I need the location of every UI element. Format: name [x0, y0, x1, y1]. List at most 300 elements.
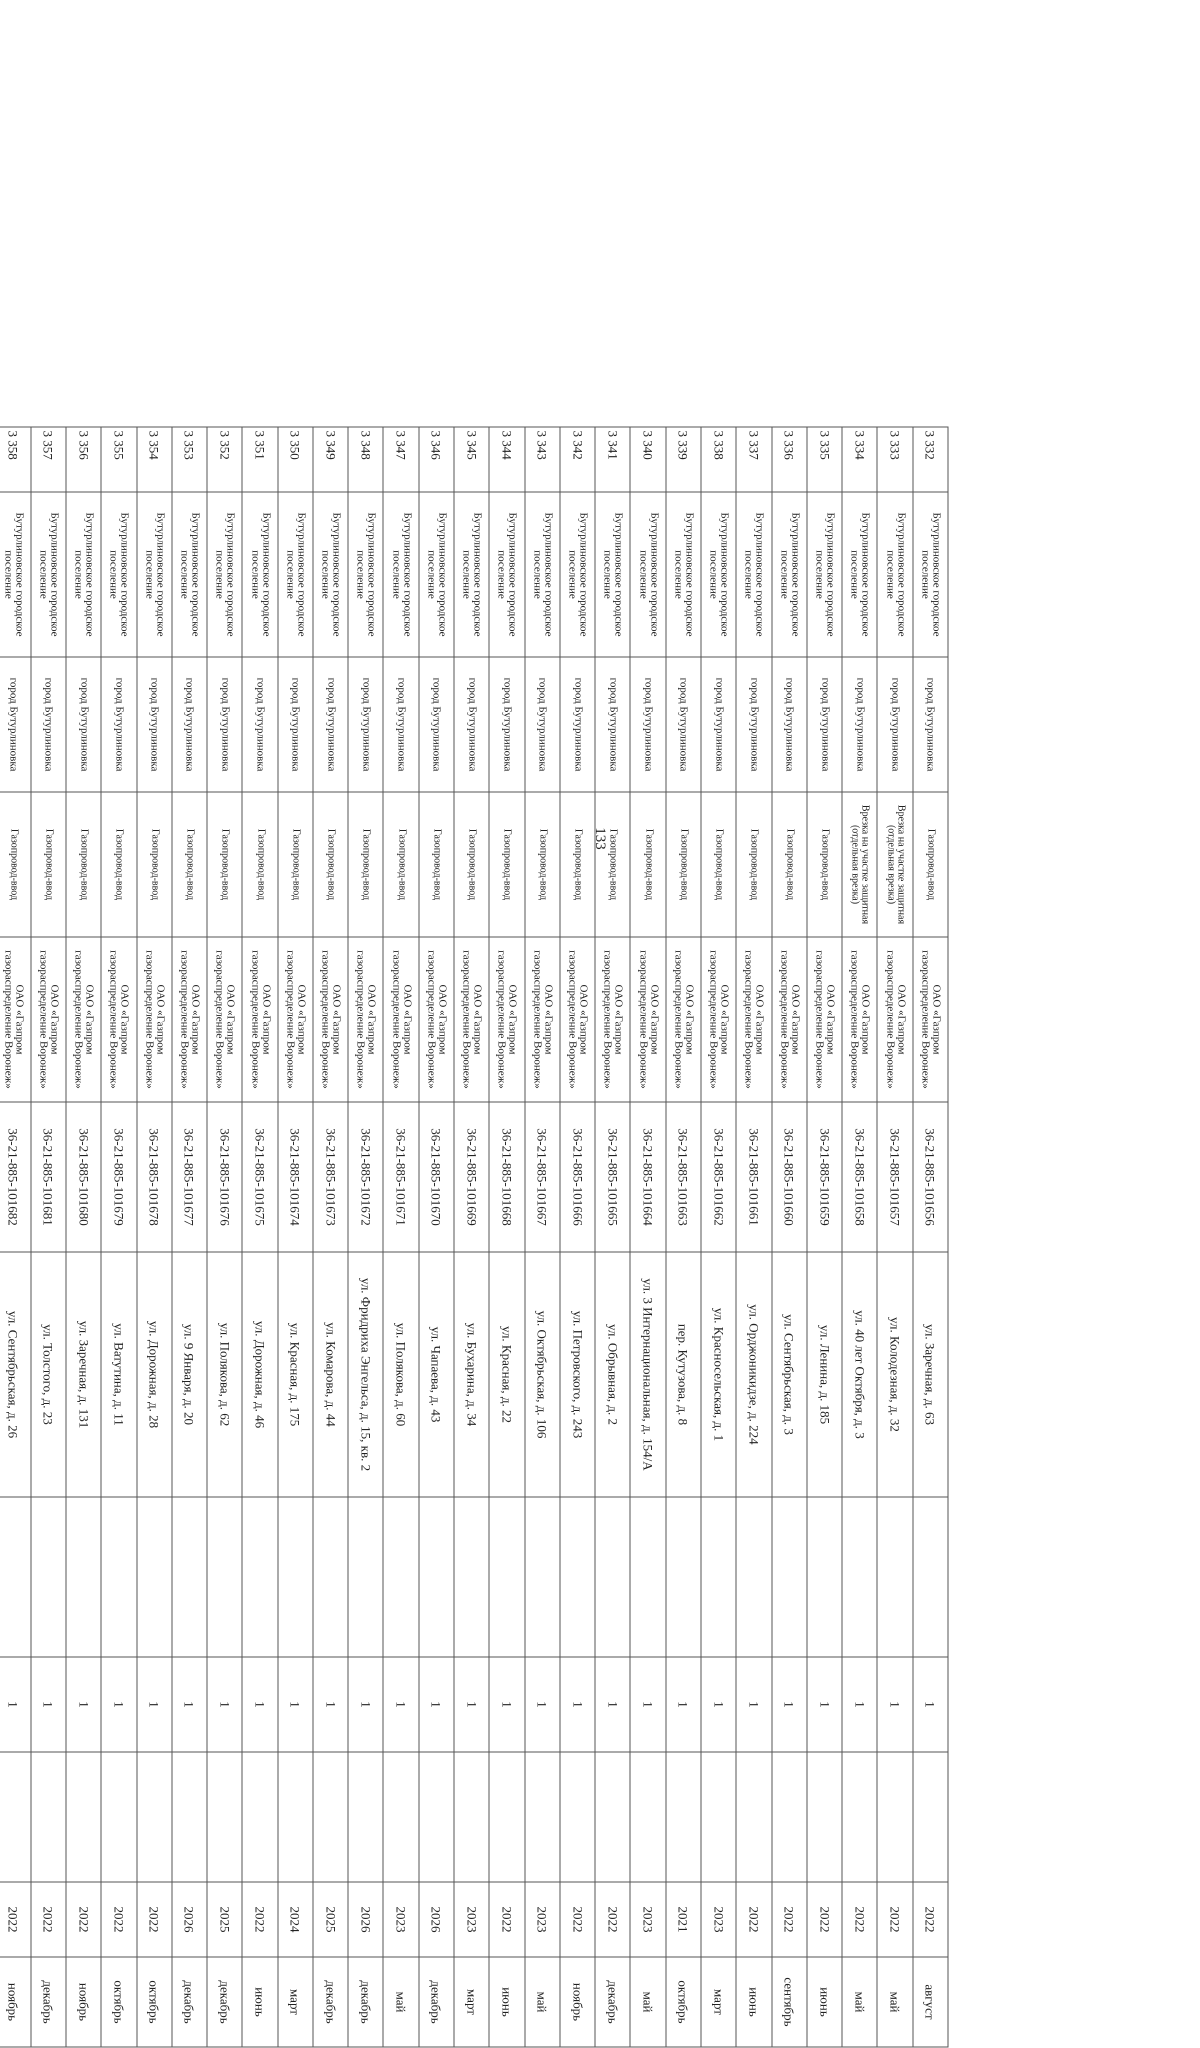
- registry-code-cell: 36-21-885-101682: [0, 1102, 31, 1252]
- table-row: [877, 427, 912, 2047]
- object-type-cell: Газопровод-ввод: [207, 792, 242, 937]
- row-number: 3 332: [913, 427, 948, 492]
- address-cell: ул. Дорожная, д. 46: [242, 1252, 277, 1497]
- table-row: [595, 427, 630, 2047]
- quantity-cell: 1: [31, 1657, 66, 1752]
- address-cell: ул. 40 лет Октября, д. 3: [842, 1252, 877, 1497]
- row-number: 3 349: [313, 427, 348, 492]
- address-cell: ул. Обрывная, д. 2: [595, 1252, 630, 1497]
- year-cell: 2022: [0, 1882, 31, 1957]
- table-row: [207, 427, 242, 2047]
- owner-cell: ОАО «Газпром газораспределение Воронеж»: [701, 937, 736, 1102]
- empty-cell: [913, 1752, 948, 1882]
- row-number: 3 336: [772, 427, 807, 492]
- settlement-cell: Бутурлиновское городское поселение: [313, 492, 348, 657]
- row-number: 3 339: [666, 427, 701, 492]
- settlement-cell: Бутурлиновское городское поселение: [842, 492, 877, 657]
- table-row: [736, 427, 771, 2047]
- object-type-cell: Газопровод-ввод: [348, 792, 383, 937]
- empty-cell: [419, 1752, 454, 1882]
- table-row: [137, 427, 172, 2047]
- locality-cell: город Бутурлиновка: [172, 657, 207, 792]
- empty-cell: [666, 1752, 701, 1882]
- address-cell: ул. Фридриха Энгельса, д. 15, кв. 2: [348, 1252, 383, 1497]
- year-cell: 2021: [666, 1882, 701, 1957]
- owner-cell: ОАО «Газпром газораспределение Воронеж»: [31, 937, 66, 1102]
- address-cell: ул. 9 Января, д. 20: [172, 1252, 207, 1497]
- owner-cell: ОАО «Газпром газораспределение Воронеж»: [842, 937, 877, 1102]
- year-cell: 2022: [66, 1882, 101, 1957]
- locality-cell: город Бутурлиновка: [807, 657, 842, 792]
- object-type-cell: Газопровод-ввод: [66, 792, 101, 937]
- row-number: 3 358: [0, 427, 31, 492]
- year-cell: 2022: [877, 1882, 912, 1957]
- address-cell: ул. Ватутина, д. 11: [101, 1252, 136, 1497]
- table-row: [807, 427, 842, 2047]
- registry-code-cell: 36-21-885-101670: [419, 1102, 454, 1252]
- registry-code-cell: 36-21-885-101676: [207, 1102, 242, 1252]
- register-table: [0, 427, 949, 2048]
- locality-cell: город Бутурлиновка: [595, 657, 630, 792]
- registry-code-cell: 36-21-885-101665: [595, 1102, 630, 1252]
- settlement-cell: Бутурлиновское городское поселение: [701, 492, 736, 657]
- locality-cell: город Бутурлиновка: [666, 657, 701, 792]
- month-cell: декабрь: [595, 1957, 630, 2047]
- quantity-cell: 1: [842, 1657, 877, 1752]
- empty-cell: [525, 1497, 560, 1657]
- empty-cell: [172, 1752, 207, 1882]
- year-cell: 2022: [595, 1882, 630, 1957]
- row-number: 3 348: [348, 427, 383, 492]
- object-type-cell: Газопровод-ввод: [701, 792, 736, 937]
- month-cell: июнь: [242, 1957, 277, 2047]
- empty-cell: [0, 1752, 31, 1882]
- month-cell: март: [278, 1957, 313, 2047]
- row-number: 3 341: [595, 427, 630, 492]
- month-cell: май: [384, 1957, 419, 2047]
- month-cell: март: [454, 1957, 489, 2047]
- year-cell: 2022: [489, 1882, 524, 1957]
- empty-cell: [666, 1497, 701, 1657]
- row-number: 3 354: [137, 427, 172, 492]
- table-row: [348, 427, 383, 2047]
- object-type-cell: Газопровод-ввод: [454, 792, 489, 937]
- object-type-cell: Газопровод-ввод: [419, 792, 454, 937]
- table-row: [630, 427, 665, 2047]
- registry-code-cell: 36-21-885-101660: [772, 1102, 807, 1252]
- address-cell: ул. Красная, д. 22: [489, 1252, 524, 1497]
- settlement-cell: Бутурлиновское городское поселение: [278, 492, 313, 657]
- object-type-cell: Газопровод-ввод: [172, 792, 207, 937]
- month-cell: август: [913, 1957, 948, 2047]
- empty-cell: [807, 1497, 842, 1657]
- owner-cell: ОАО «Газпром газораспределение Воронеж»: [595, 937, 630, 1102]
- object-type-cell: Газопровод-ввод: [0, 792, 31, 937]
- month-cell: ноябрь: [560, 1957, 595, 2047]
- year-cell: 2023: [454, 1882, 489, 1957]
- owner-cell: ОАО «Газпром газораспределение Воронеж»: [384, 937, 419, 1102]
- row-number: 3 333: [877, 427, 912, 492]
- table-row: [454, 427, 489, 2047]
- object-type-cell: Газопровод-ввод: [137, 792, 172, 937]
- year-cell: 2023: [701, 1882, 736, 1957]
- address-cell: ул. Полякова, д. 62: [207, 1252, 242, 1497]
- settlement-cell: Бутурлиновское городское поселение: [348, 492, 383, 657]
- empty-cell: [454, 1497, 489, 1657]
- month-cell: июнь: [489, 1957, 524, 2047]
- owner-cell: ОАО «Газпром газораспределение Воронеж»: [66, 937, 101, 1102]
- month-cell: октябрь: [101, 1957, 136, 2047]
- registry-code-cell: 36-21-885-101656: [913, 1102, 948, 1252]
- table-row: [242, 427, 277, 2047]
- page-number: 133: [591, 827, 608, 850]
- quantity-cell: 1: [701, 1657, 736, 1752]
- month-cell: декабрь: [31, 1957, 66, 2047]
- row-number: 3 334: [842, 427, 877, 492]
- table-row: [772, 427, 807, 2047]
- owner-cell: ОАО «Газпром газораспределение Воронеж»: [0, 937, 31, 1102]
- row-number: 3 353: [172, 427, 207, 492]
- settlement-cell: Бутурлиновское городское поселение: [736, 492, 771, 657]
- locality-cell: город Бутурлиновка: [630, 657, 665, 792]
- locality-cell: город Бутурлиновка: [489, 657, 524, 792]
- settlement-cell: Бутурлиновское городское поселение: [877, 492, 912, 657]
- month-cell: сентябрь: [772, 1957, 807, 2047]
- empty-cell: [595, 1497, 630, 1657]
- object-type-cell: Газопровод-ввод: [772, 792, 807, 937]
- settlement-cell: Бутурлиновское городское поселение: [913, 492, 948, 657]
- month-cell: июнь: [736, 1957, 771, 2047]
- quantity-cell: 1: [560, 1657, 595, 1752]
- month-cell: октябрь: [666, 1957, 701, 2047]
- empty-cell: [736, 1497, 771, 1657]
- empty-cell: [242, 1497, 277, 1657]
- quantity-cell: 1: [877, 1657, 912, 1752]
- locality-cell: город Бутурлиновка: [137, 657, 172, 792]
- settlement-cell: Бутурлиновское городское поселение: [595, 492, 630, 657]
- quantity-cell: 1: [454, 1657, 489, 1752]
- empty-cell: [630, 1497, 665, 1657]
- locality-cell: город Бутурлиновка: [384, 657, 419, 792]
- empty-cell: [807, 1752, 842, 1882]
- month-cell: ноябрь: [0, 1957, 31, 2047]
- registry-code-cell: 36-21-885-101673: [313, 1102, 348, 1252]
- row-number: 3 347: [384, 427, 419, 492]
- locality-cell: город Бутурлиновка: [0, 657, 31, 792]
- owner-cell: ОАО «Газпром газораспределение Воронеж»: [348, 937, 383, 1102]
- table-row: [701, 427, 736, 2047]
- empty-cell: [31, 1752, 66, 1882]
- table-row: [842, 427, 877, 2047]
- empty-cell: [172, 1497, 207, 1657]
- object-type-cell: Газопровод-ввод: [489, 792, 524, 937]
- quantity-cell: 1: [630, 1657, 665, 1752]
- address-cell: ул. Сентябрьская, д. 3: [772, 1252, 807, 1497]
- row-number: 3 342: [560, 427, 595, 492]
- year-cell: 2022: [842, 1882, 877, 1957]
- locality-cell: город Бутурлиновка: [207, 657, 242, 792]
- quantity-cell: 1: [66, 1657, 101, 1752]
- empty-cell: [313, 1497, 348, 1657]
- empty-cell: [348, 1752, 383, 1882]
- quantity-cell: 1: [313, 1657, 348, 1752]
- year-cell: 2022: [31, 1882, 66, 1957]
- owner-cell: ОАО «Газпром газораспределение Воронеж»: [772, 937, 807, 1102]
- address-cell: ул. 3 Интернациональная, д. 154/А: [630, 1252, 665, 1497]
- table-row: [0, 427, 31, 2047]
- empty-cell: [137, 1752, 172, 1882]
- month-cell: декабрь: [207, 1957, 242, 2047]
- row-number: 3 344: [489, 427, 524, 492]
- empty-cell: [419, 1497, 454, 1657]
- address-cell: ул. Красная, д. 175: [278, 1252, 313, 1497]
- settlement-cell: Бутурлиновское городское поселение: [172, 492, 207, 657]
- registry-code-cell: 36-21-885-101666: [560, 1102, 595, 1252]
- quantity-cell: 1: [807, 1657, 842, 1752]
- row-number: 3 356: [66, 427, 101, 492]
- owner-cell: ОАО «Газпром газораспределение Воронеж»: [877, 937, 912, 1102]
- registry-code-cell: 36-21-885-101671: [384, 1102, 419, 1252]
- settlement-cell: Бутурлиновское городское поселение: [207, 492, 242, 657]
- empty-cell: [101, 1752, 136, 1882]
- year-cell: 2026: [348, 1882, 383, 1957]
- quantity-cell: 1: [666, 1657, 701, 1752]
- empty-cell: [842, 1752, 877, 1882]
- month-cell: май: [877, 1957, 912, 2047]
- empty-cell: [630, 1752, 665, 1882]
- row-number: 3 337: [736, 427, 771, 492]
- empty-cell: [207, 1752, 242, 1882]
- empty-cell: [31, 1497, 66, 1657]
- settlement-cell: Бутурлиновское городское поселение: [66, 492, 101, 657]
- registry-code-cell: 36-21-885-101679: [101, 1102, 136, 1252]
- settlement-cell: Бутурлиновское городское поселение: [525, 492, 560, 657]
- locality-cell: город Бутурлиновка: [66, 657, 101, 792]
- empty-cell: [313, 1752, 348, 1882]
- object-type-cell: Газопровод-ввод: [278, 792, 313, 937]
- table-row: [172, 427, 207, 2047]
- table-body: [0, 427, 948, 2047]
- object-type-cell: Врезка на участке защитная (отдельная врезка): [842, 792, 877, 937]
- registry-code-cell: 36-21-885-101678: [137, 1102, 172, 1252]
- empty-cell: [66, 1497, 101, 1657]
- empty-cell: [454, 1752, 489, 1882]
- row-number: 3 343: [525, 427, 560, 492]
- registry-code-cell: 36-21-885-101668: [489, 1102, 524, 1252]
- empty-cell: [489, 1497, 524, 1657]
- owner-cell: ОАО «Газпром газораспределение Воронеж»: [242, 937, 277, 1102]
- address-cell: ул. Красносельская, д. 1: [701, 1252, 736, 1497]
- owner-cell: ОАО «Газпром газораспределение Воронеж»: [525, 937, 560, 1102]
- owner-cell: ОАО «Газпром газораспределение Воронеж»: [630, 937, 665, 1102]
- address-cell: ул. Полякова, д. 60: [384, 1252, 419, 1497]
- registry-code-cell: 36-21-885-101663: [666, 1102, 701, 1252]
- registry-code-cell: 36-21-885-101664: [630, 1102, 665, 1252]
- address-cell: ул. Толстого, д. 23: [31, 1252, 66, 1497]
- quantity-cell: 1: [772, 1657, 807, 1752]
- address-cell: ул. Ленина, д. 185: [807, 1252, 842, 1497]
- locality-cell: город Бутурлиновка: [560, 657, 595, 792]
- year-cell: 2022: [242, 1882, 277, 1957]
- settlement-cell: Бутурлиновское городское поселение: [0, 492, 31, 657]
- settlement-cell: Бутурлиновское городское поселение: [384, 492, 419, 657]
- empty-cell: [489, 1752, 524, 1882]
- object-type-cell: Газопровод-ввод: [525, 792, 560, 937]
- empty-cell: [772, 1752, 807, 1882]
- empty-cell: [278, 1497, 313, 1657]
- object-type-cell: Врезка на участке защитная (отдельная врезка): [877, 792, 912, 937]
- locality-cell: город Бутурлиновка: [101, 657, 136, 792]
- object-type-cell: Газопровод-ввод: [560, 792, 595, 937]
- empty-cell: [560, 1752, 595, 1882]
- month-cell: май: [525, 1957, 560, 2047]
- table-row: [31, 427, 66, 2047]
- object-type-cell: Газопровод-ввод: [242, 792, 277, 937]
- owner-cell: ОАО «Газпром газораспределение Воронеж»: [278, 937, 313, 1102]
- month-cell: декабрь: [172, 1957, 207, 2047]
- locality-cell: город Бутурлиновка: [736, 657, 771, 792]
- year-cell: 2022: [560, 1882, 595, 1957]
- table-row: [560, 427, 595, 2047]
- table-row: [525, 427, 560, 2047]
- owner-cell: ОАО «Газпром газораспределение Воронеж»: [137, 937, 172, 1102]
- empty-cell: [842, 1497, 877, 1657]
- locality-cell: город Бутурлиновка: [313, 657, 348, 792]
- settlement-cell: Бутурлиновское городское поселение: [101, 492, 136, 657]
- owner-cell: ОАО «Газпром газораспределение Воронеж»: [807, 937, 842, 1102]
- address-cell: ул. Чапаева, д. 43: [419, 1252, 454, 1497]
- empty-cell: [701, 1752, 736, 1882]
- table-row: [101, 427, 136, 2047]
- locality-cell: город Бутурлиновка: [419, 657, 454, 792]
- locality-cell: город Бутурлиновка: [278, 657, 313, 792]
- quantity-cell: 1: [525, 1657, 560, 1752]
- owner-cell: ОАО «Газпром газораспределение Воронеж»: [207, 937, 242, 1102]
- settlement-cell: Бутурлиновское городское поселение: [454, 492, 489, 657]
- owner-cell: ОАО «Газпром газораспределение Воронеж»: [419, 937, 454, 1102]
- year-cell: 2023: [630, 1882, 665, 1957]
- quantity-cell: 1: [736, 1657, 771, 1752]
- table-row: [278, 427, 313, 2047]
- object-type-cell: Газопровод-ввод: [630, 792, 665, 937]
- row-number: 3 355: [101, 427, 136, 492]
- table-row: [913, 427, 948, 2047]
- row-number: 3 351: [242, 427, 277, 492]
- registry-code-cell: 36-21-885-101681: [31, 1102, 66, 1252]
- locality-cell: город Бутурлиновка: [242, 657, 277, 792]
- settlement-cell: Бутурлиновское городское поселение: [807, 492, 842, 657]
- settlement-cell: Бутурлиновское городское поселение: [242, 492, 277, 657]
- empty-cell: [384, 1752, 419, 1882]
- month-cell: октябрь: [137, 1957, 172, 2047]
- object-type-cell: Газопровод-ввод: [736, 792, 771, 937]
- row-number: 3 335: [807, 427, 842, 492]
- table-row: [66, 427, 101, 2047]
- year-cell: 2025: [207, 1882, 242, 1957]
- quantity-cell: 1: [278, 1657, 313, 1752]
- owner-cell: ОАО «Газпром газораспределение Воронеж»: [454, 937, 489, 1102]
- quantity-cell: 1: [348, 1657, 383, 1752]
- quantity-cell: 1: [419, 1657, 454, 1752]
- registry-code-cell: 36-21-885-101674: [278, 1102, 313, 1252]
- quantity-cell: 1: [384, 1657, 419, 1752]
- quantity-cell: 1: [207, 1657, 242, 1752]
- quantity-cell: 1: [137, 1657, 172, 1752]
- year-cell: 2022: [736, 1882, 771, 1957]
- locality-cell: город Бутурлиновка: [454, 657, 489, 792]
- empty-cell: [348, 1497, 383, 1657]
- month-cell: декабрь: [348, 1957, 383, 2047]
- table-row: [489, 427, 524, 2047]
- empty-cell: [525, 1752, 560, 1882]
- address-cell: ул. Заречная, д. 63: [913, 1252, 948, 1497]
- table-row: [384, 427, 419, 2047]
- row-number: 3 350: [278, 427, 313, 492]
- empty-cell: [207, 1497, 242, 1657]
- locality-cell: город Бутурлиновка: [31, 657, 66, 792]
- owner-cell: ОАО «Газпром газораспределение Воронеж»: [313, 937, 348, 1102]
- owner-cell: ОАО «Газпром газораспределение Воронеж»: [913, 937, 948, 1102]
- owner-cell: ОАО «Газпром газораспределение Воронеж»: [489, 937, 524, 1102]
- year-cell: 2022: [101, 1882, 136, 1957]
- quantity-cell: 1: [489, 1657, 524, 1752]
- registry-code-cell: 36-21-885-101667: [525, 1102, 560, 1252]
- empty-cell: [877, 1497, 912, 1657]
- quantity-cell: 1: [242, 1657, 277, 1752]
- locality-cell: город Бутурлиновка: [772, 657, 807, 792]
- month-cell: декабрь: [313, 1957, 348, 2047]
- quantity-cell: 1: [0, 1657, 31, 1752]
- settlement-cell: Бутурлиновское городское поселение: [772, 492, 807, 657]
- registry-code-cell: 36-21-885-101672: [348, 1102, 383, 1252]
- locality-cell: город Бутурлиновка: [525, 657, 560, 792]
- settlement-cell: Бутурлиновское городское поселение: [137, 492, 172, 657]
- year-cell: 2026: [172, 1882, 207, 1957]
- year-cell: 2022: [137, 1882, 172, 1957]
- year-cell: 2026: [419, 1882, 454, 1957]
- month-cell: июнь: [807, 1957, 842, 2047]
- locality-cell: город Бутурлиновка: [913, 657, 948, 792]
- address-cell: ул. Сентябрьская, д. 26: [0, 1252, 31, 1497]
- row-number: 3 346: [419, 427, 454, 492]
- empty-cell: [701, 1497, 736, 1657]
- empty-cell: [0, 1497, 31, 1657]
- row-number: 3 352: [207, 427, 242, 492]
- year-cell: 2023: [525, 1882, 560, 1957]
- month-cell: март: [701, 1957, 736, 2047]
- registry-code-cell: 36-21-885-101661: [736, 1102, 771, 1252]
- locality-cell: город Бутурлиновка: [877, 657, 912, 792]
- owner-cell: ОАО «Газпром газораспределение Воронеж»: [101, 937, 136, 1102]
- address-cell: ул. Колодезная, д. 32: [877, 1252, 912, 1497]
- address-cell: ул. Заречная, д. 131: [66, 1252, 101, 1497]
- month-cell: ноябрь: [66, 1957, 101, 2047]
- registry-code-cell: 36-21-885-101669: [454, 1102, 489, 1252]
- owner-cell: ОАО «Газпром газораспределение Воронеж»: [736, 937, 771, 1102]
- registry-code-cell: 36-21-885-101659: [807, 1102, 842, 1252]
- month-cell: декабрь: [419, 1957, 454, 2047]
- object-type-cell: Газопровод-ввод: [384, 792, 419, 937]
- locality-cell: город Бутурлиновка: [348, 657, 383, 792]
- row-number: 3 345: [454, 427, 489, 492]
- year-cell: 2022: [772, 1882, 807, 1957]
- registry-code-cell: 36-21-885-101677: [172, 1102, 207, 1252]
- year-cell: 2023: [384, 1882, 419, 1957]
- object-type-cell: Газопровод-ввод: [101, 792, 136, 937]
- object-type-cell: Газопровод-ввод: [807, 792, 842, 937]
- empty-cell: [137, 1497, 172, 1657]
- address-cell: ул. Дорожная, д. 28: [137, 1252, 172, 1497]
